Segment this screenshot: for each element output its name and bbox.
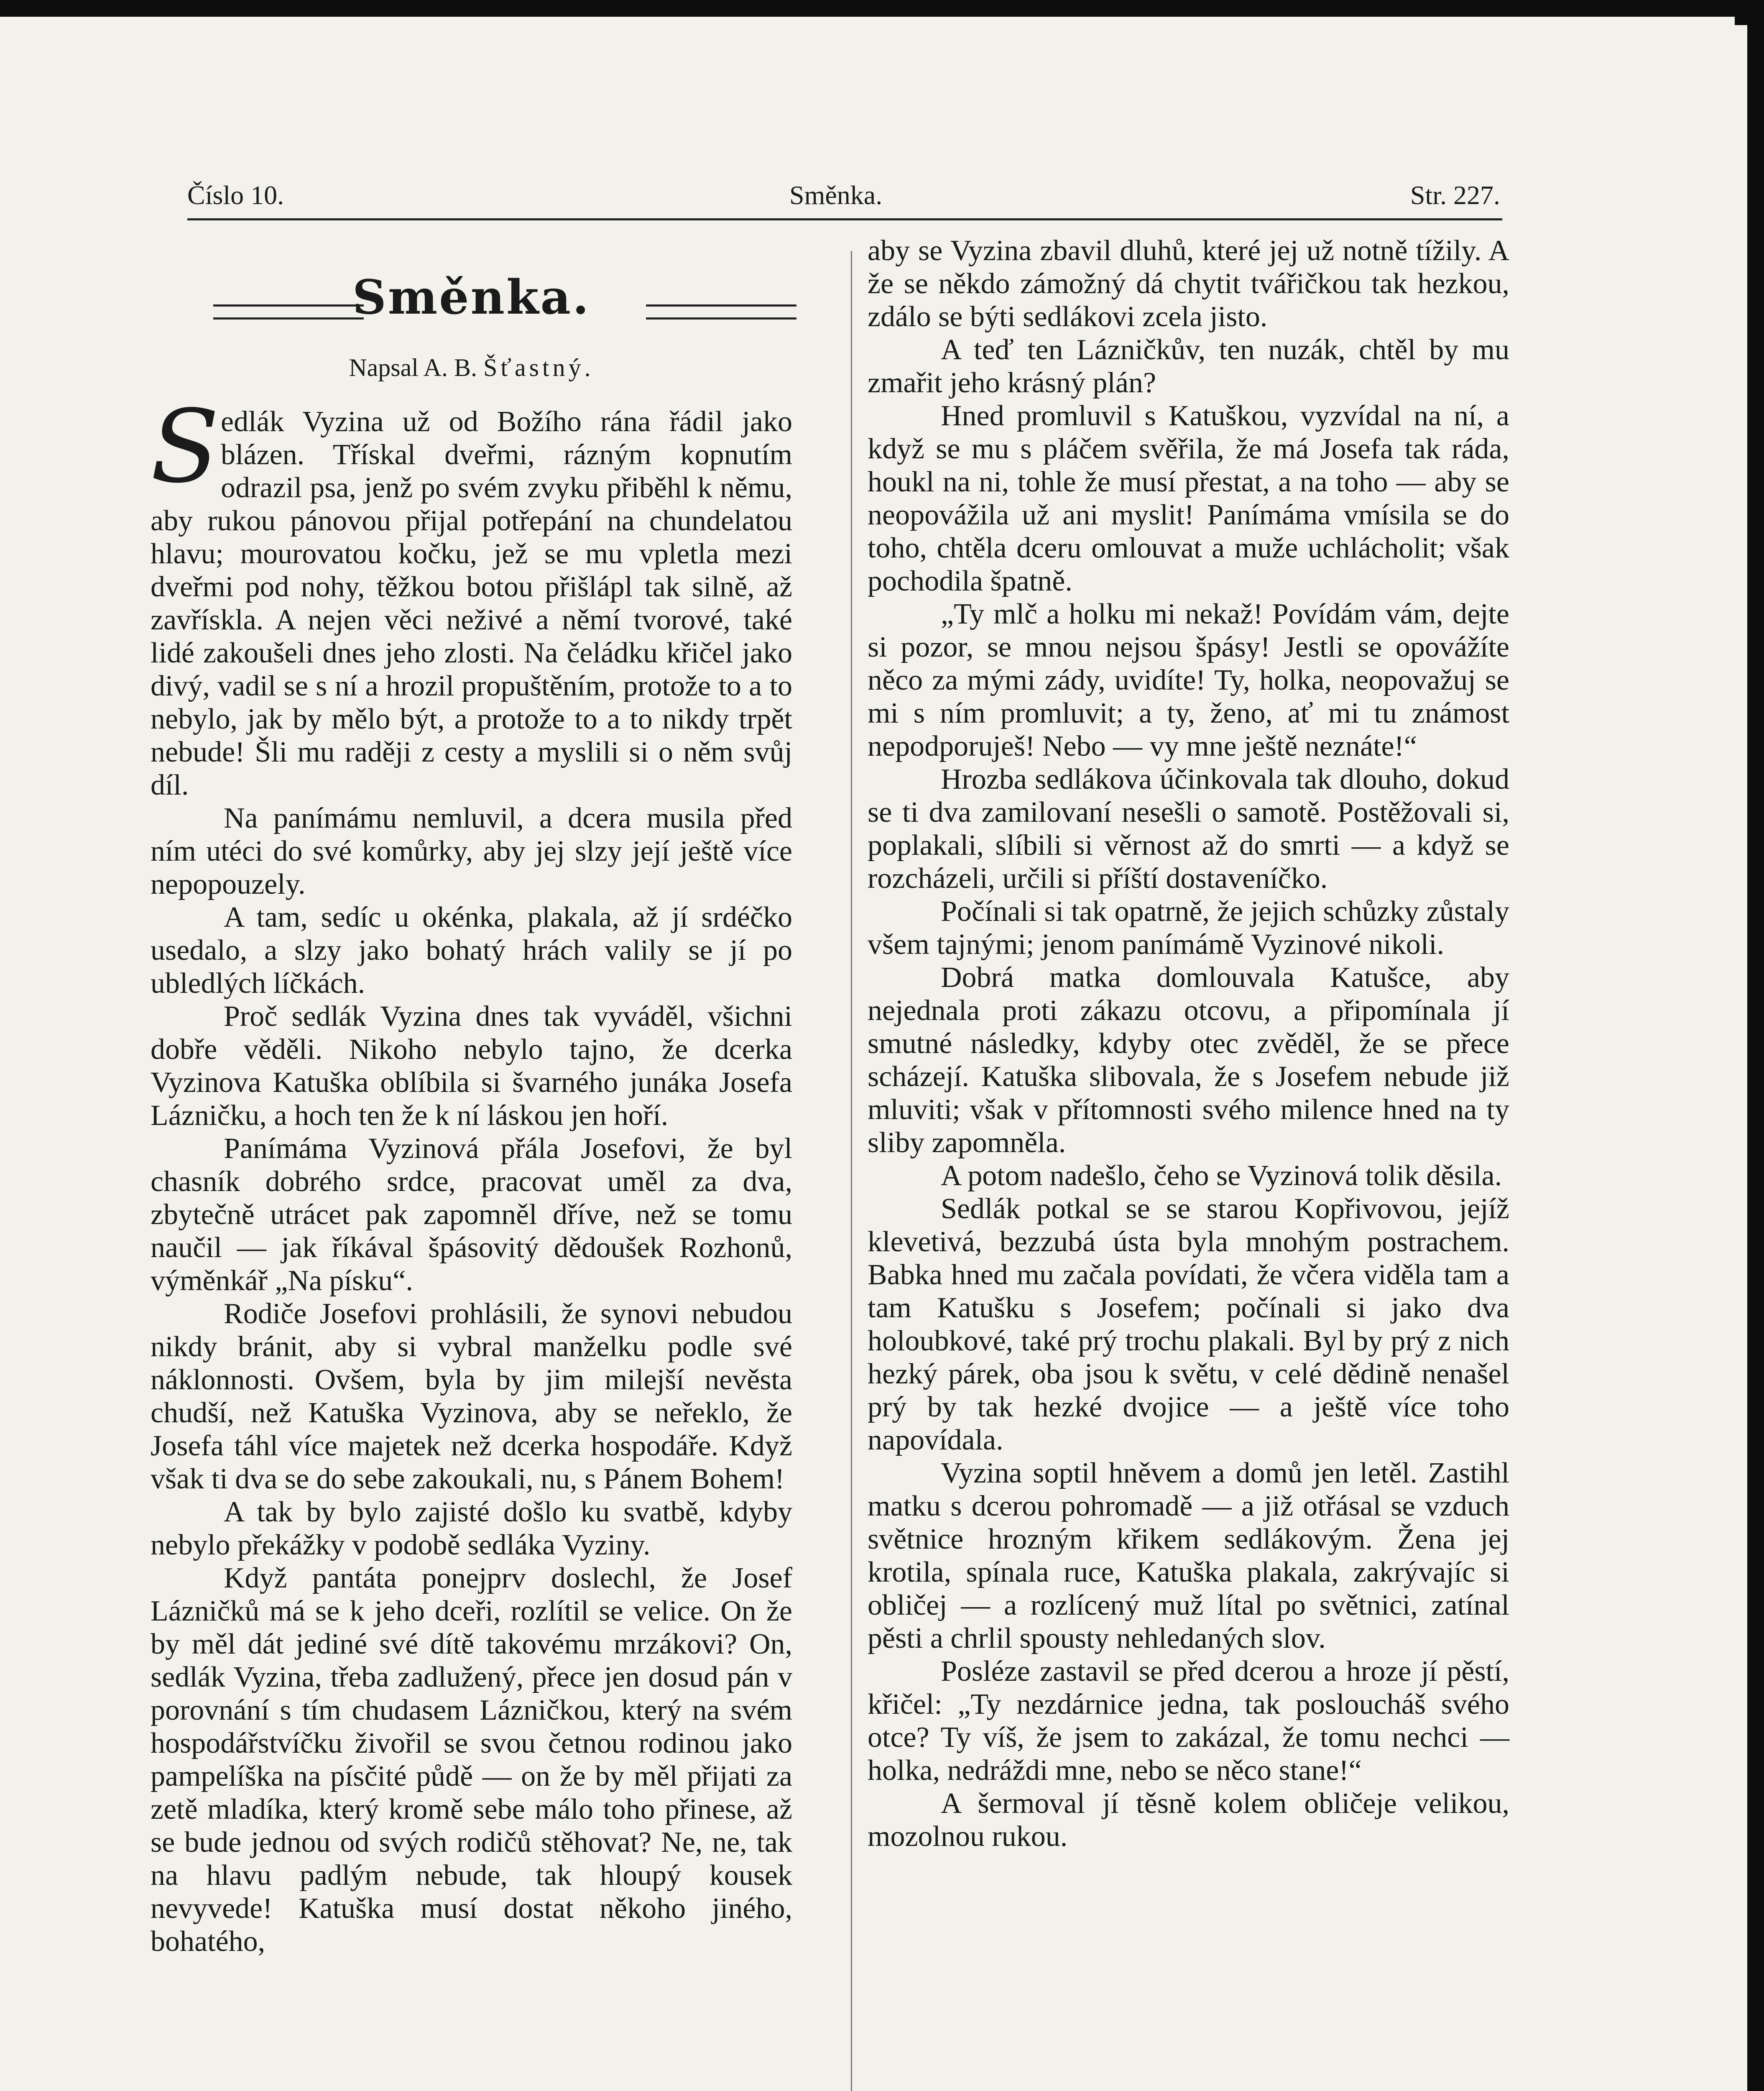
paragraph: A tak by bylo zajisté došlo ku svatbě, kdyby nebylo překážky v podobě sedláka Vyziny. (151, 1496, 792, 1561)
paragraph: Proč sedlák Vyzina dnes tak vyváděl, všichni dobře věděli. Nikoho nebylo tajno, že dcerka Vyzinova Katuška oblíbila si švarného junáka Josefa Lázničku, a hoch ten že k ní láskou jen hoří. (151, 1000, 792, 1132)
paragraph: Hned promluvil s Katuškou, vyzvídal na ní, a když se mu s pláčem svěřila, že má Josefa tak ráda, houkl na ni, tohle že musí přestat, a na toho — aby se neopovážila už ani myslit! Panímáma vmísila se do toho, chtěla dceru omlouvat a muže uchlácholit; však pochodila špatně. (868, 400, 1509, 597)
issue-number: Číslo 10. (187, 180, 284, 210)
paragraph: Hrozba sedlákova účinkovala tak dlouho, dokud se ti dva zamilovaní nesešli o samotě. Postěžovali si, poplakali, slíbili si věrnost až do smrti — a když se rozcházeli, určili si příští dostaveníčko. (868, 763, 1509, 895)
header-rule (187, 218, 1502, 220)
paragraph: Rodiče Josefovi prohlásili, že synovi nebudou nikdy bránit, aby si vybral manželku podle své náklonnosti. Ovšem, byla by jim milejší nevěsta chudší, než Katuška Vyzinova, aby se neřeklo, že Josefa táhl více majetek než dcerka hospodáře. Když však ti dva se do sebe zakoukali, nu, s Pánem Bohem! (151, 1298, 792, 1495)
paragraph: Na panímámu nemluvil, a dcera musila před ním utéci do své komůrky, aby jej slzy její ještě více nepopouzely. (151, 802, 792, 900)
paragraph: Panímáma Vyzinová přála Josefovi, že byl chasník dobrého srdce, pracovat uměl za dva, zbytečně utrácet pak zapomněl dříve, než se tomu naučil — jak říkával špásovitý dědoušek Rozhonů, výměnkář „Na písku“. (151, 1132, 792, 1297)
scan-border-right (1747, 0, 1764, 2091)
column-divider (851, 251, 852, 2091)
byline (151, 351, 792, 384)
drop-cap: S (151, 388, 220, 505)
article-title: Směnka. (352, 270, 591, 325)
paragraph: Počínali si tak opatrně, že jejich schůzky zůstaly všem tajnými; jenom panímámě Vyzinové nikoli. (868, 895, 1509, 961)
paragraph-text: edlák Vyzina už od Božího rána řádil jako blázen. Třískal dveřmi, rázným kopnutím odrazil psa, jenž po svém zvyku přiběhl k němu, aby rukou pánovou přijal potřepání na chundelatou hlavu; mourovatou kočku, jež se mu vpletla mezi dveřmi pod nohy, těžkou botou přišlápl tak silně, až zavřískla. A nejen věci neživé a němí tvorové, také lidé zakoušeli dnes jeho zlosti. Na čeládku křičel jako divý, vadil se s ní a hrozil propuštěním, protože to a to nebylo, jak by mělo být, a protože to a to nikdy trpět nebude! Šli mu raději z cesty a myslili si o něm svůj díl. (151, 406, 792, 801)
byline-author: Šťastný. (483, 354, 594, 381)
paragraph: Vyzina soptil hněvem a domů jen letěl. Zastihl matku s dcerou pohromadě — a již otřásal se vzduch světnice hrozným křikem sedlákovým. Žena jej krotila, spínala ruce, Katuška plakala, zakrývajíc si obličej — a rozlícený muž lítal po světnici, zatínal pěsti a chrlil spousty nehledaných slov. (868, 1457, 1509, 1654)
paragraph: A šermoval jí těsně kolem obličeje velikou, mozolnou rukou. (868, 1787, 1509, 1853)
paragraph: Sedlák potkal se se starou Kopřivovou, jejíž klevetivá, bezzubá ústa byla mnohým postrachem. Babka hned mu začala povídati, že včera viděla tam a tam Katušku s Josefem; počínali si jako dva holoubkové, také prý trochu plakali. Byl by prý z nich hezký párek, oba jsou k světu, v celé dědině nenašel prý by tak hezké dvojice — a ještě více toho napovídala. (868, 1193, 1509, 1456)
scan-border-top (0, 0, 1764, 17)
paragraph: A potom nadešlo, čeho se Vyzinová tolik děsila. (941, 1160, 1502, 1192)
journal-title: Směnka. (789, 180, 883, 210)
paragraph: Dobrá matka domlouvala Katušce, aby nejednala proti zákazu otcovu, a připomínala jí smutné následky, kdyby otec zvěděl, že se přece scházejí. Katuška slibovala, že s Josefem nebude již mluviti; však v přítomnosti svého milence hned na ty sliby zapomněla. (868, 961, 1509, 1159)
running-header (187, 180, 1500, 213)
paragraph: A tam, sedíc u okénka, plakala, až jí srdéčko usedalo, a slzy jako bohatý hrách valily se jí po ubledlých líčkách. (151, 901, 792, 999)
page-number: Str. 227. (1410, 180, 1500, 210)
paragraph: Když pantáta ponejprv doslechl, že Josef Lázničků má se k jeho dceři, rozlítil se velice. On že by měl dát jediné své dítě takovému mrzákovi? On, sedlák Vyzina, třeba zadlužený, přece jen dosud pán v porovnání s tím chudasem Lázničkou, který na svém hospodářstvíčku živořil se svou četnou rodinou jako pampelíška na písčité půdě — on že by měl přijati za zetě mladíka, který kromě sebe málo toho přinese, až se bude jednou od svých rodičů stěhovat? Ne, ne, tak na hlavu padlým nebude, tak hloupý kousek nevyvede! Katuška musí dostat někoho jiného, bohatého, (151, 1562, 792, 1958)
paragraph: „Ty mlč a holku mi nekaž! Povídám vám, dejte si pozor, se mnou nejsou špásy! Jestli se opovážíte něco za mými zády, uvidíte! Ty, holka, neopovažuj se mi s ním promluvit; a ty, ženo, ať mi tu známost nepodporuješ! Nebo — vy mne ještě neznáte!“ (868, 598, 1509, 762)
paragraph: aby se Vyzina zbavil dluhů, které jej už notně tížily. A že se někdo zámožný dá chytit tvářičkou tak hezkou, zdálo se býti sedlákovi zcela jisto. (868, 235, 1509, 333)
title-ornament-right (646, 304, 796, 320)
title-ornament-left (213, 304, 364, 320)
paragraph (151, 388, 792, 802)
paragraph: A teď ten Lázničkův, ten nuzák, chtěl by mu zmařit jeho krásný plán? (868, 334, 1509, 399)
title-block (151, 270, 792, 339)
paragraph: Posléze zastavil se před dcerou a hroze jí pěstí, křičel: „Ty nezdárnice jedna, tak posloucháš svého otce? Ty víš, že jsem to zakázal, že tomu nechci — holka, nedráždi mne, nebo se něco stane!“ (868, 1655, 1509, 1787)
byline-prefix: Napsal A. B. (349, 354, 477, 381)
scan-border-corner (1735, 17, 1747, 25)
left-column (151, 234, 792, 1958)
right-column (868, 234, 1509, 1853)
